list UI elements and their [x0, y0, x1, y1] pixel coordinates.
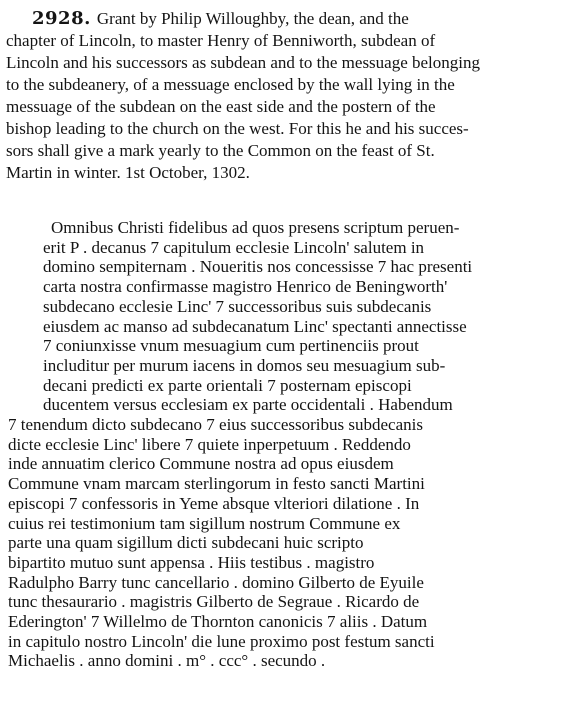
charter-line: decani predicti ex parte orientali 7 posternam episcopi — [43, 375, 412, 395]
entry-number: 2928. — [32, 8, 91, 29]
charter-line: episcopi 7 confessoris in Yeme absque vlteriori dilatione . In — [8, 493, 420, 513]
charter-line: subdecano ecclesie Linc' 7 successoribus suis subdecanis — [43, 296, 432, 316]
charter-line: cuius rei testimonium tam sigillum nostrum Commune ex — [8, 513, 401, 533]
charter-text — [0, 218, 575, 671]
summary-line: Grant by Philip Willoughby, the dean, and the — [96, 9, 409, 28]
charter-line: eiusdem ac manso ad subdecanatum Linc' spectanti annectisse — [43, 316, 467, 336]
charter-line: tunc thesaurario . magistris Gilberto de Segraue . Ricardo de — [8, 592, 420, 612]
charter-line: carta nostra confirmasse magistro Henrico de Beningworth' — [43, 277, 448, 297]
charter-line: domino sempiternam . Noueritis nos concessisse 7 hac presenti — [43, 257, 473, 277]
charter-line: parte una quam sigillum dicti subdecani huic scripto — [8, 533, 364, 553]
summary-line: messuage of the subdean on the east side and the postern of the — [6, 97, 436, 116]
summary-first-line — [6, 8, 566, 30]
charter-line: 7 tenendum dicto subdecano 7 eius successoribus subdecanis — [8, 415, 423, 435]
entry-summary — [6, 8, 566, 184]
charter-line: bipartito mutuo sunt appensa . Hiis testibus . magistro — [8, 552, 375, 572]
charter-line: Omnibus Christi fidelibus ad quos presens scriptum peruen- — [51, 218, 460, 237]
summary-line: chapter of Lincoln, to master Henry of Benniworth, subdean of — [6, 31, 436, 50]
charter-line: in capitulo nostro Lincoln' die lune proximo post festum sancti — [8, 631, 435, 651]
charter-line: erit P . decanus 7 capitulum ecclesie Lincoln' salutem in — [43, 237, 425, 257]
charter-line: Radulpho Barry tunc cancellario . domino Gilberto de Eyuile — [8, 572, 424, 592]
summary-line: to the subdeanery, of a messuage enclosed by the wall lying in the — [6, 75, 455, 94]
charter-line: Ederington' 7 Willelmo de Thornton canonicis 7 aliis . Datum — [8, 612, 428, 632]
charter-line: ducentem versus ecclesiam ex parte occidentali . Habendum — [43, 395, 453, 415]
charter-line: inde annuatim clerico Commune nostra ad opus eiusdem — [8, 454, 394, 474]
charter-line: Michaelis . anno domini . m° . ccc° . secundo . — [8, 651, 326, 671]
charter-line: Commune vnam marcam sterlingorum in festo sancti Martini — [8, 474, 425, 494]
summary-line: bishop leading to the church on the west. For this he and his succes- — [6, 119, 469, 138]
charter-line: 7 coniunxisse vnum mesuagium cum pertinenciis prout — [43, 336, 419, 356]
charter-line: dicte ecclesie Linc' libere 7 quiete inperpetuum . Reddendo — [8, 434, 411, 454]
summary-line: Martin in winter. 1st October, 1302. — [6, 163, 250, 182]
summary-line: sors shall give a mark yearly to the Common on the feast of St. — [6, 141, 435, 160]
charter-line: includitur per murum iacens in domos seu mesuagium sub- — [43, 355, 446, 375]
summary-line: Lincoln and his successors as subdean and to the messuage belonging — [6, 53, 481, 72]
